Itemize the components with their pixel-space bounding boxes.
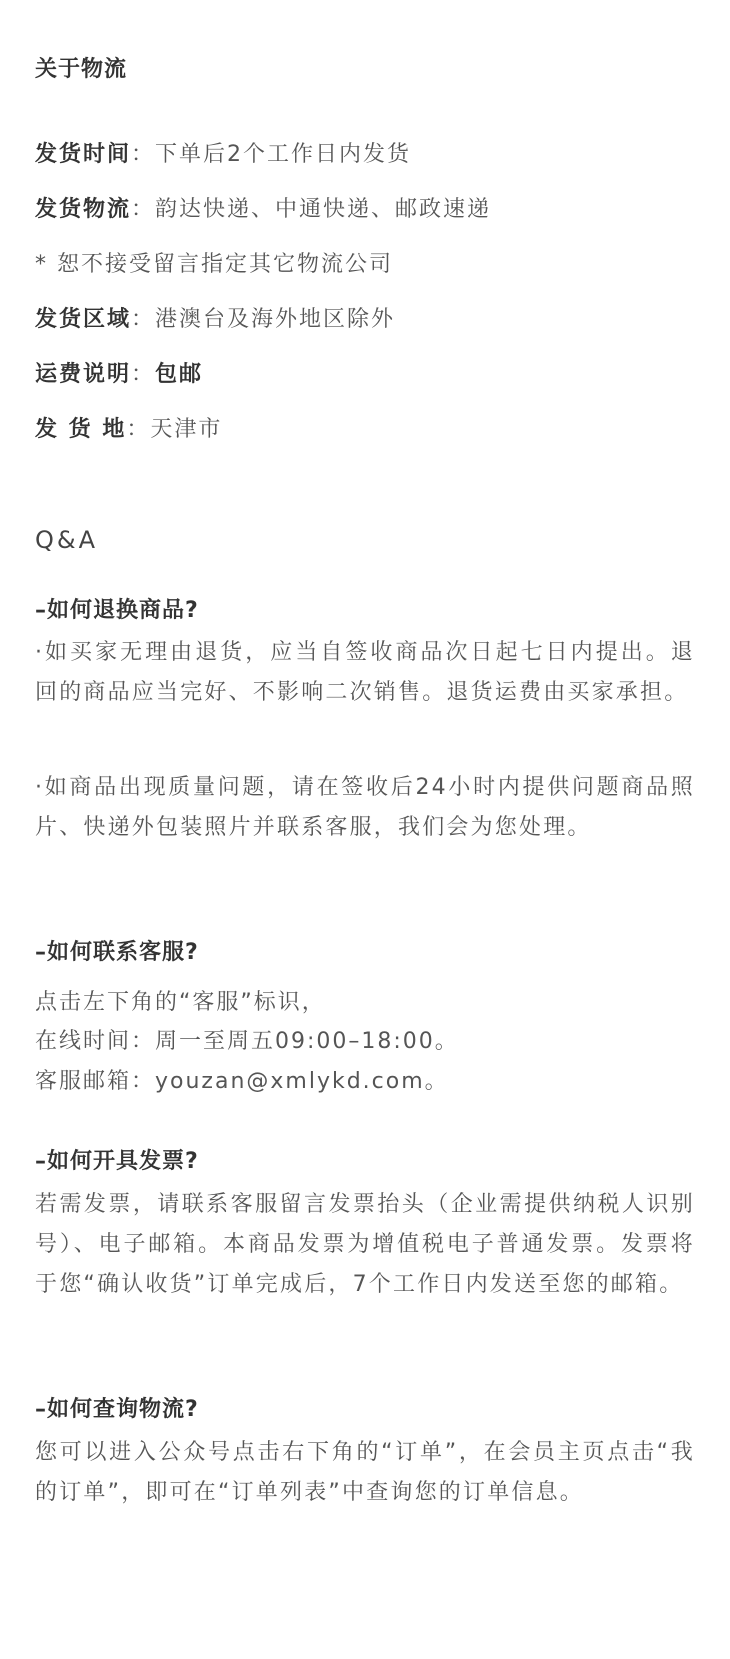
- info-row-shipping-fee: [35, 357, 203, 388]
- answer-paragraph: ·如买家无理由退货，应当自签收商品次日起七日内提出。退回的商品应当完好、不影响二次销售。退货运费由买家承担。: [35, 640, 695, 705]
- info-label: 发 货 地: [35, 417, 127, 442]
- info-label: 发货物流: [35, 197, 132, 222]
- carrier-note: * 恕不接受留言指定其它物流公司: [35, 252, 393, 277]
- question-returns: –如何退换商品?: [35, 598, 199, 623]
- logistics-heading: 关于物流: [35, 57, 128, 82]
- info-row-carrier: [35, 192, 491, 223]
- info-value: 下单后2个工作日内发货: [155, 142, 412, 167]
- info-label: 发货时间: [35, 142, 132, 167]
- qa-title: Q&A: [35, 526, 99, 554]
- answer-line-email: 客服邮箱：youzan@xmlykd.com。: [35, 1069, 449, 1094]
- answer-paragraph: ·如商品出现质量问题，请在签收后24小时内提供问题商品照片、快递外包装照片并联系客服，我们会为您处理。: [35, 775, 695, 840]
- info-colon: ：: [131, 142, 156, 167]
- info-colon: ：: [126, 417, 151, 442]
- question-tracking: –如何查询物流?: [35, 1397, 199, 1422]
- info-row-ship-time: [35, 137, 411, 168]
- info-label: 运费说明: [35, 362, 132, 387]
- question-invoice: –如何开具发票?: [35, 1149, 199, 1174]
- answer-line: 在线时间：周一至周五09:00–18:00。: [35, 1029, 459, 1054]
- answer-line: 点击左下角的“客服”标识，: [35, 990, 326, 1015]
- info-colon: ：: [131, 307, 156, 332]
- info-row-origin: [35, 412, 222, 443]
- info-value: 韵达快递、中通快递、邮政速递: [155, 197, 492, 222]
- info-value: 天津市: [150, 417, 223, 442]
- answer-paragraph: 您可以进入公众号点击右下角的“订单”，在会员主页点击“我的订单”，即可在“订单列表”中查询您的订单信息。: [35, 1440, 695, 1505]
- info-row-region: [35, 302, 395, 333]
- info-colon: ：: [131, 362, 156, 387]
- info-value: 港澳台及海外地区除外: [155, 307, 396, 332]
- info-value: 包邮: [155, 362, 204, 387]
- question-customer-service: –如何联系客服?: [35, 940, 199, 965]
- answer-paragraph: 若需发票，请联系客服留言发票抬头（企业需提供纳税人识别号）、电子邮箱。本商品发票为增值税电子普通发票。发票将于您“确认收货”订单完成后，7个工作日内发送至您的邮箱。: [35, 1192, 695, 1297]
- info-colon: ：: [131, 197, 156, 222]
- info-label: 发货区域: [35, 307, 132, 332]
